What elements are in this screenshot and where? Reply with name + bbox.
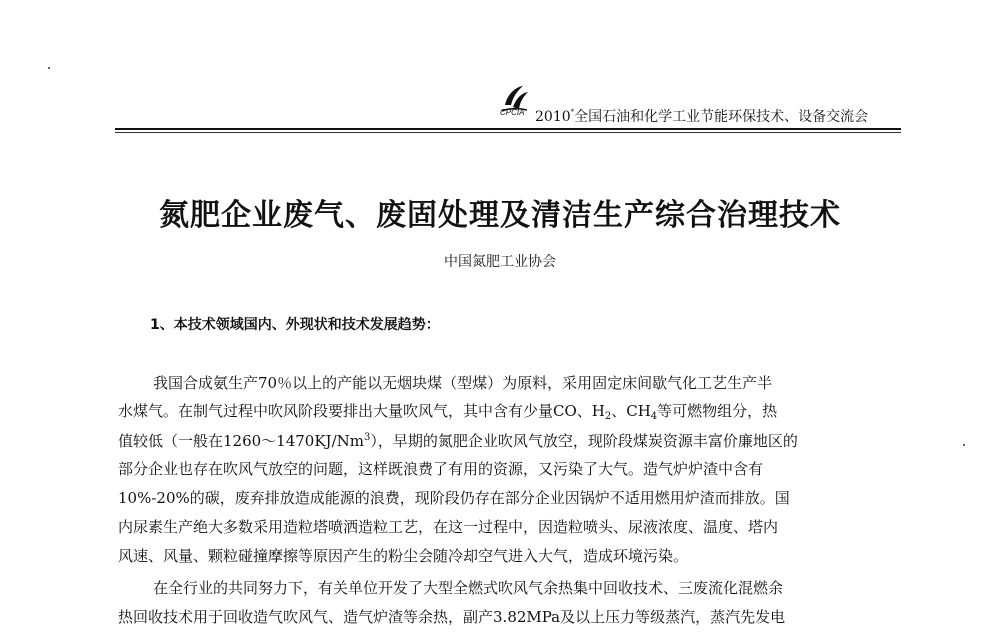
body-line-9: 热回收技术用于回收造气吹风气、造气炉渣等余热，副产3.82MPa及以上压力等级蒸汽，蒸汽先发电 — [118, 608, 786, 626]
section-heading: 1、本技术领域国内、外现状和技术发展趋势： — [150, 317, 440, 333]
header-rule-thin — [115, 132, 901, 133]
body-line-8: 在全行业的共同努力下，有关单位开发了大型全燃式吹风气余热集中回收技术、三废流化混燃余 — [153, 579, 784, 597]
body-line-6: 内尿素生产绝大多数采用造粒塔喷洒造粒工艺，在这一过程中，因造粒喷头、尿液浓度、温度、塔内 — [118, 518, 779, 536]
body-line-5: 10%-20%的碳，废弃排放造成能源的浪费，现阶段仍存在部分企业因锅炉不适用燃用炉渣而排放。国 — [118, 489, 790, 507]
body-line-1: 我国合成氨生产70％以上的产能以无烟块煤（型煤）为原料，采用固定床间歇气化工艺生产半 — [153, 374, 773, 392]
conference-header — [535, 106, 868, 126]
scan-speck — [48, 67, 50, 69]
body-line-4: 部分企业也存在吹风气放空的问题，这样既浪费了有用的资源，又污染了大气。造气炉炉渣中含有 — [118, 460, 764, 478]
body-line-3: 值较低（一般在1260～1470KJ/Nm$^3$），早期的氮肥企业吹风气放空，现阶段煤炭资源丰富价廉地区的 — [118, 432, 798, 450]
conference-year-mark: * — [570, 108, 575, 116]
conference-year: 2010 — [535, 109, 571, 125]
header-rule-thick — [115, 128, 901, 130]
paper-title: 氮肥企业废气、废固处理及清洁生产综合治理技术 — [159, 198, 841, 233]
scan-speck — [963, 444, 965, 446]
body-line-7: 风速、风量、颗粒碰撞摩擦等原因产生的粉尘会随冷却空气进入大气，造成环境污染。 — [118, 547, 689, 565]
conference-name: 全国石油和化学工业节能环保技术、设备交流会 — [574, 109, 869, 125]
body-line-2: 水煤气。在制气过程中吹风阶段要排出大量吹风气，其中含有少量CO、$H_2$、$CH_4$等可燃物组分，热 — [118, 402, 778, 422]
logo-abbreviation: CPCIA — [500, 108, 525, 117]
author-organization: 中国氮肥工业协会 — [444, 254, 556, 270]
